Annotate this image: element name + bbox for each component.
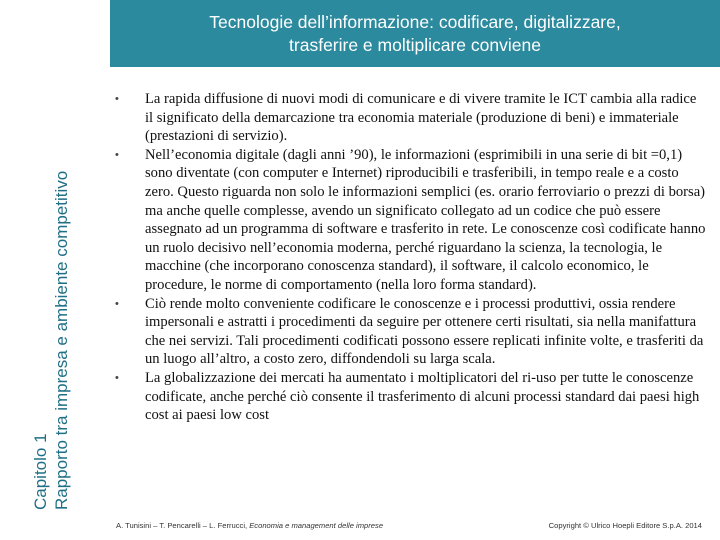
bullet-list [112,90,707,425]
bullet-icon: • [115,297,119,310]
bullet-icon: • [115,148,119,161]
bullet-text: Nell’economia digitale (dagli anni ’90), le informazioni (esprimibili in una serie di bit =0,1) sono diventate (con computer e Internet) riproducibili e trasferibili, in tempo reale e a costo zero. Questo riguarda non solo le informazioni semplici (es. orario ferroviario o prezzi di borsa) ma anche quelle complesse, avendo un significato collegato ad un codice che può essere assegnato ad un programma di software e trasferito in rete. Le conoscenze così codificate hanno un ruolo decisivo nell’economia moderna, perché riguardano la scienza, la tecnologia, le macchine (che incorporano conoscenza standard), il software, il calcolo economico, le procedure, le norme di comportamento (nella loro forma standard). [145,146,706,293]
bullet-text: La rapida diffusione di nuovi modi di comunicare e di vivere tramite le ICT cambia alla radice il significato della demarcazione tra economia materiale (produzione di beni) e immateriale (prestazioni di servizio). [145,91,697,145]
bullet-item [112,90,707,146]
bullet-icon: • [115,93,119,105]
bullet-item [112,295,707,369]
chapter-sidebar [0,0,100,540]
slide-title-line-1: Tecnologie dell’informazione: codificare, digitalizzare, [209,11,621,32]
footer-authors: A. Tunisini – T. Pencarelli – L. Ferrucci, [116,521,250,530]
bullet-item [112,369,707,425]
bullet-icon: • [115,371,119,384]
footer-copyright: Copyright © Ulrico Hoepli Editore S.p.A. 2014 [548,521,702,530]
slide-title-line-2: trasferire e moltiplicare conviene [289,34,541,55]
bullet-item [112,146,707,295]
bullet-text: La globalizzazione dei mercati ha aumentato i moltiplicatori del ri-uso per tutte le conoscenze codificate, anche perché ciò consente il trasferimento di alcuni processi standard dai paesi high cost ai paesi low cost [145,369,700,424]
footer-book-title: Economia e management delle imprese [249,521,384,530]
footer-citation [116,521,383,530]
bullet-text: Ciò rende molto conveniente codificare le conoscenze e i processi produttivi, ossia rendere impersonali e astratti i procedimenti da seguire per ottenere certi risultati, sia nella manifattura che nei servizi. Tali procedimenti codificati possono essere replicati infinite volte, e trasferiti da un luogo all’altro, a costo zero, diffondendoli su larga scala. [145,295,704,368]
chapter-label [30,20,72,510]
chapter-title: Rapporto tra impresa e ambiente competitivo [52,170,71,510]
chapter-number: Capitolo 1 [31,433,50,510]
slide-title [110,0,720,67]
